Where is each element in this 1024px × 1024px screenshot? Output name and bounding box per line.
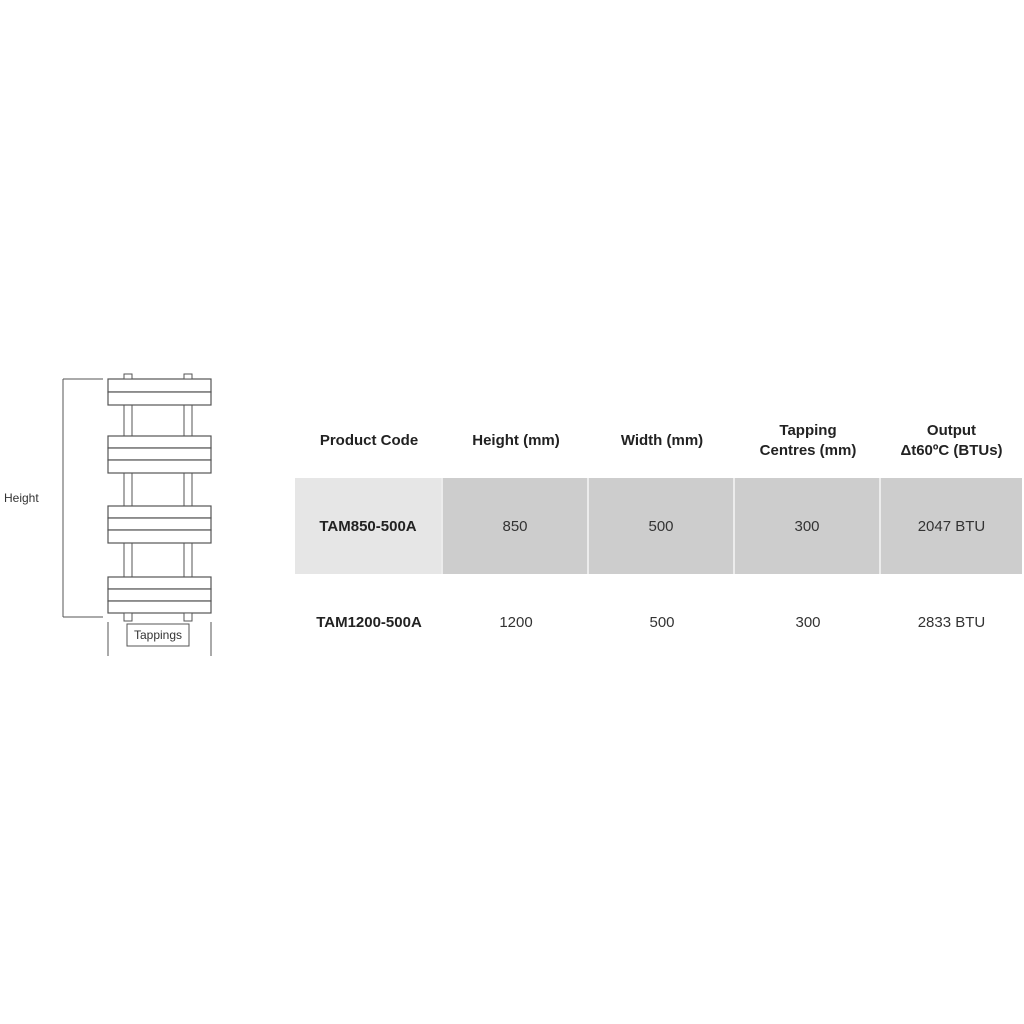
rail-uprights [124, 405, 192, 587]
product-code-cell: TAM1200-500A [316, 613, 422, 631]
spec-table [295, 410, 1022, 670]
height-dimension [63, 379, 103, 617]
height-cell: 850 [443, 478, 589, 574]
table-row [295, 478, 1022, 574]
tapping-centres-cell: 300 [795, 613, 821, 631]
header-product-code: Product Code [319, 432, 419, 449]
header-output: Output Δt60ºC (BTUs) [900, 422, 1003, 459]
rail-bars [108, 379, 211, 613]
top-caps [124, 374, 192, 379]
header-height: Height (mm) [472, 432, 560, 449]
height-cell: 1200 [499, 613, 533, 631]
table-header-row [295, 410, 1022, 472]
towel-rail-diagram [0, 0, 230, 700]
header-width: Width (mm) [620, 432, 704, 449]
bottom-valves [124, 613, 192, 621]
height-label: Height [4, 491, 39, 505]
product-code-cell: TAM850-500A [295, 478, 443, 574]
output-cell: 2047 BTU [881, 478, 1022, 574]
tappings-label: Tappings [133, 628, 183, 642]
width-cell: 500 [589, 478, 735, 574]
tapping-centres-cell: 300 [735, 478, 881, 574]
table-row [295, 574, 1022, 670]
width-cell: 500 [649, 613, 675, 631]
output-cell: 2833 BTU [917, 613, 986, 631]
header-tapping-centres: Tapping Centres (mm) [759, 422, 857, 459]
